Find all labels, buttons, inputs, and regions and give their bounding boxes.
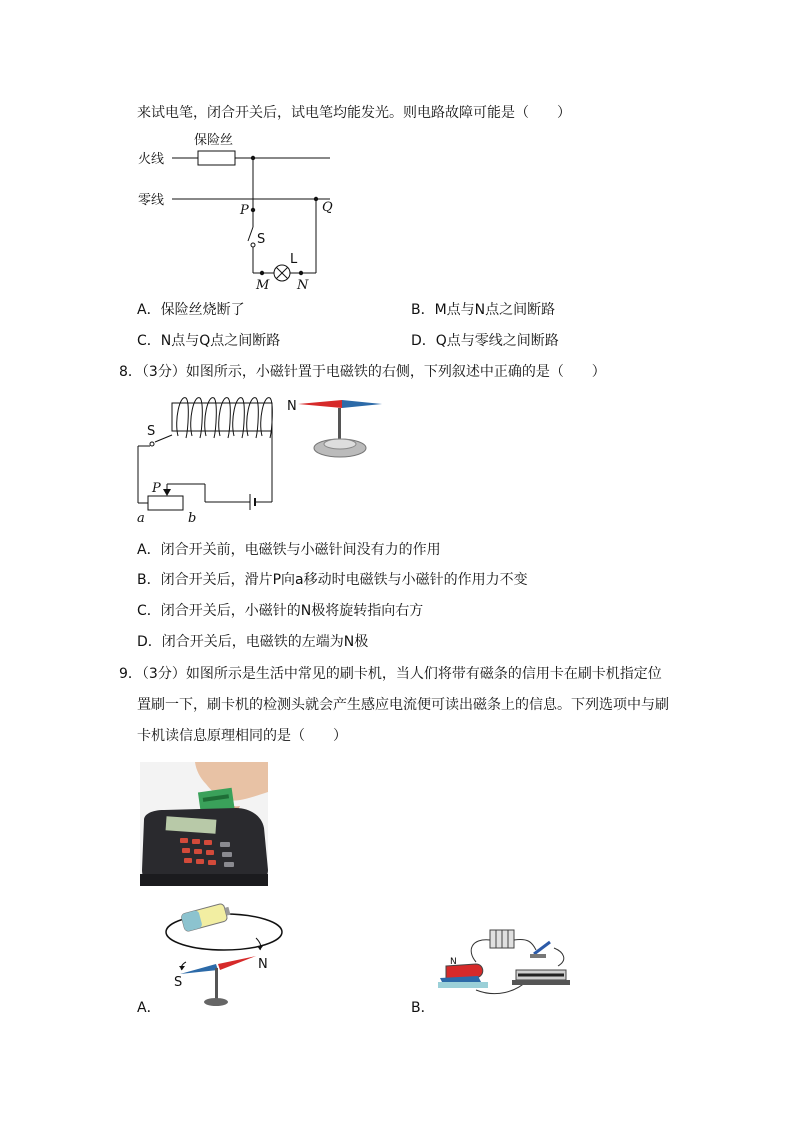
switch-s	[248, 227, 253, 241]
q9-option-b-figure	[436, 920, 576, 1000]
label-q: Q	[322, 200, 333, 215]
label-s: S	[174, 975, 183, 990]
q8-option-a[interactable]: A．闭合开关前，电磁铁与小磁针间没有力的作用	[137, 542, 441, 558]
live-wire-label: 火线	[138, 152, 165, 167]
label-n: N	[287, 399, 297, 414]
card-reader-photo	[140, 762, 268, 886]
label-n: N	[258, 957, 268, 972]
q7-option-b[interactable]: B．M点与N点之间断路	[411, 302, 556, 318]
q9-option-b[interactable]: B．	[411, 1000, 435, 1016]
q8-option-c[interactable]: C．闭合开关后，小磁针的N极将旋转指向右方	[137, 603, 424, 619]
label-s: S	[147, 424, 156, 439]
q8-option-d[interactable]: D．闭合开关后，电磁铁的左端为N极	[137, 634, 369, 650]
point-p	[251, 208, 255, 212]
q9-stem-line3: 卡机读信息原理相同的是（ ）	[137, 728, 347, 744]
q9-option-a[interactable]: A．	[137, 1000, 161, 1016]
q7-option-d[interactable]: D．Q点与零线之间断路	[411, 333, 559, 349]
fuse-symbol	[198, 151, 235, 165]
switch-s	[150, 442, 154, 446]
q8-electromagnet-diagram	[130, 390, 390, 530]
q7-option-a[interactable]: A．保险丝烧断了	[137, 302, 245, 318]
neutral-wire-label: 零线	[138, 193, 165, 208]
point-m	[260, 271, 264, 275]
label-n: N	[297, 278, 309, 293]
q8-stem: 8．（3分）如图所示，小磁针置于电磁铁的右侧，下列叙述中正确的是（ ）	[119, 364, 606, 380]
q7-stem-tail: 来试电笔，闭合开关后，试电笔均能发光。则电路故障可能是（ ）	[137, 105, 571, 121]
label-m: M	[256, 278, 270, 293]
q7-circuit-diagram	[130, 125, 350, 295]
point-n	[299, 271, 303, 275]
label-l: L	[290, 252, 298, 267]
label-a: a	[137, 511, 145, 526]
q9-stem-line2: 置刷一下，刷卡机的检测头就会产生感应电流便可读出磁条上的信息。下列选项中与刷	[137, 697, 669, 713]
iron-core	[172, 403, 272, 431]
label-s: S	[257, 232, 266, 247]
needle-n	[298, 400, 342, 408]
needle-s	[342, 400, 382, 408]
q8-option-b[interactable]: B．闭合开关后，滑片P向a移动时电磁铁与小磁针的作用力不变	[137, 572, 528, 588]
q9-stem-line1: 9．（3分）如图所示是生活中常见的刷卡机，当人们将带有磁条的信用卡在刷卡机指定位	[119, 666, 662, 682]
rheostat	[148, 496, 183, 510]
label-n: N	[450, 957, 457, 967]
fuse-label: 保险丝	[194, 133, 234, 148]
label-p: P	[240, 203, 249, 218]
q9-option-a-figure	[160, 898, 290, 1010]
label-p: P	[152, 481, 161, 496]
q7-option-c[interactable]: C．N点与Q点之间断路	[137, 333, 281, 349]
label-b: b	[188, 511, 197, 526]
